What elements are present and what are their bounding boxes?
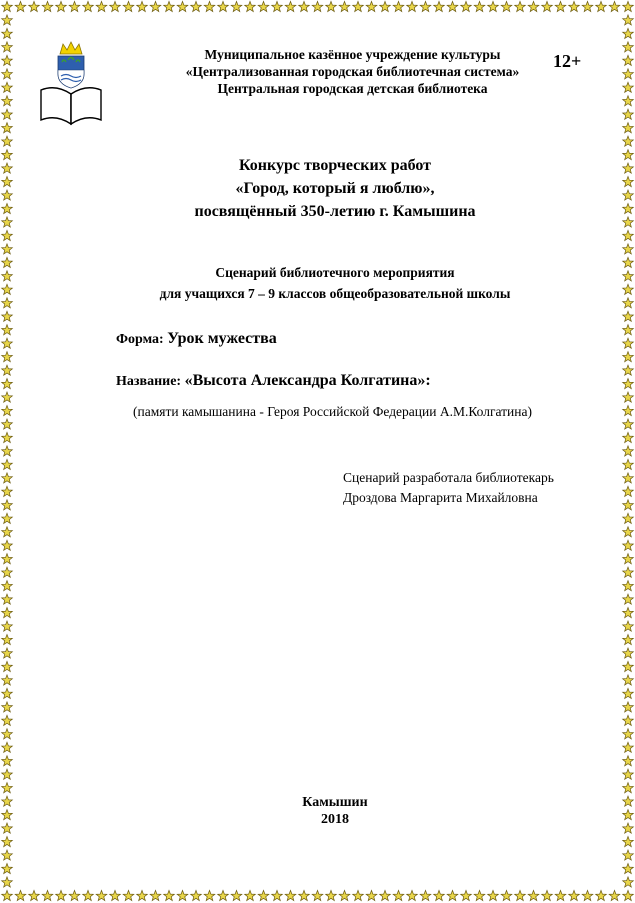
border-star xyxy=(285,1,296,11)
border-star xyxy=(42,1,53,11)
border-star xyxy=(596,890,607,900)
border-star xyxy=(2,621,13,631)
border-star xyxy=(339,890,350,900)
border-star xyxy=(353,890,364,900)
border-star xyxy=(96,890,107,900)
border-star xyxy=(272,1,283,11)
border-star xyxy=(623,473,634,483)
border-star xyxy=(272,890,283,900)
border-star xyxy=(2,42,13,52)
border-star xyxy=(623,217,634,227)
border-star xyxy=(2,863,13,873)
border-star xyxy=(569,1,580,11)
border-star xyxy=(110,890,121,900)
border-star xyxy=(623,365,634,375)
border-star xyxy=(299,1,310,11)
border-star xyxy=(623,863,634,873)
border-star xyxy=(609,890,620,900)
form-line xyxy=(116,330,277,348)
border-star xyxy=(2,15,13,25)
border-star xyxy=(407,1,418,11)
border-star xyxy=(2,123,13,133)
border-star xyxy=(231,1,242,11)
border-star xyxy=(2,823,13,833)
border-star xyxy=(623,15,634,25)
border-star xyxy=(474,1,485,11)
border-star xyxy=(623,810,634,820)
border-star xyxy=(2,136,13,146)
border-star xyxy=(623,675,634,685)
border-star xyxy=(393,890,404,900)
border-star xyxy=(623,581,634,591)
border-star xyxy=(623,621,634,631)
border-star xyxy=(258,890,269,900)
border-star xyxy=(623,446,634,456)
border-star xyxy=(366,1,377,11)
border-star xyxy=(474,890,485,900)
border-star xyxy=(2,405,13,415)
border-star xyxy=(2,810,13,820)
border-star xyxy=(623,729,634,739)
border-star xyxy=(2,163,13,173)
border-star xyxy=(204,890,215,900)
border-star xyxy=(555,890,566,900)
border-star xyxy=(2,473,13,483)
border-star xyxy=(2,379,13,389)
border-star xyxy=(2,634,13,644)
border-star xyxy=(501,1,512,11)
border-star xyxy=(2,486,13,496)
scenario-line-2: для учащихся 7 – 9 классов общеобразовательной школы xyxy=(159,286,511,301)
border-star xyxy=(2,82,13,92)
border-star xyxy=(393,1,404,11)
border-star xyxy=(326,890,337,900)
border-star xyxy=(123,1,134,11)
border-star xyxy=(245,1,256,11)
border-star xyxy=(569,890,580,900)
border-star xyxy=(177,1,188,11)
border-star xyxy=(623,661,634,671)
border-star xyxy=(623,715,634,725)
border-star xyxy=(623,379,634,389)
border-star xyxy=(2,527,13,537)
border-star xyxy=(515,1,526,11)
border-star xyxy=(461,890,472,900)
border-star xyxy=(407,890,418,900)
border-star xyxy=(623,392,634,402)
border-star xyxy=(83,890,94,900)
border-star xyxy=(623,69,634,79)
border-star xyxy=(2,837,13,847)
border-star xyxy=(623,28,634,38)
scenario-subtitle xyxy=(80,262,590,304)
border-star xyxy=(204,1,215,11)
border-star xyxy=(2,284,13,294)
scenario-line-1: Сценарий библиотечного мероприятия xyxy=(215,265,455,280)
border-star xyxy=(56,1,67,11)
border-star xyxy=(528,1,539,11)
contest-line-1: Конкурс творческих работ xyxy=(238,157,432,174)
border-star xyxy=(285,890,296,900)
border-star xyxy=(191,1,202,11)
institution-line-2: «Централизованная городская библиотечная система» xyxy=(185,64,520,79)
border-star xyxy=(623,150,634,160)
border-star xyxy=(15,1,26,11)
border-star xyxy=(623,837,634,847)
border-star xyxy=(2,257,13,267)
border-star xyxy=(123,890,134,900)
border-star xyxy=(2,230,13,240)
border-star xyxy=(461,1,472,11)
institution-line-3: Центральная городская детская библиотека xyxy=(217,81,488,96)
border-star xyxy=(623,567,634,577)
border-star xyxy=(2,702,13,712)
border-star xyxy=(137,890,148,900)
border-star xyxy=(2,244,13,254)
border-star xyxy=(96,1,107,11)
border-star xyxy=(447,890,458,900)
border-star xyxy=(596,1,607,11)
border-star xyxy=(258,1,269,11)
border-star xyxy=(623,554,634,564)
border-star xyxy=(2,432,13,442)
name-label: Название: xyxy=(116,374,182,389)
form-label: Форма: xyxy=(116,332,164,347)
border-star xyxy=(623,796,634,806)
border-star xyxy=(434,890,445,900)
border-star xyxy=(623,769,634,779)
border-star xyxy=(623,325,634,335)
border-star xyxy=(623,96,634,106)
border-star xyxy=(2,28,13,38)
form-value: Урок мужества xyxy=(167,330,277,347)
border-star xyxy=(2,419,13,429)
border-star xyxy=(2,352,13,362)
contest-title xyxy=(80,154,590,223)
border-star xyxy=(623,109,634,119)
border-star xyxy=(2,325,13,335)
border-star xyxy=(623,257,634,267)
border-star xyxy=(83,1,94,11)
border-star xyxy=(582,1,593,11)
border-star xyxy=(623,136,634,146)
footer-city: Камышин xyxy=(302,795,368,810)
border-star xyxy=(488,1,499,11)
border-star xyxy=(2,96,13,106)
border-star xyxy=(2,608,13,618)
border-star xyxy=(623,513,634,523)
age-rating-badge: 12+ xyxy=(553,51,582,71)
border-star xyxy=(2,715,13,725)
border-star xyxy=(623,594,634,604)
border-star xyxy=(326,1,337,11)
border-star xyxy=(164,1,175,11)
border-star xyxy=(2,150,13,160)
contest-line-3: посвящённый 350-летию г. Камышина xyxy=(194,203,476,220)
border-star xyxy=(434,1,445,11)
border-star xyxy=(177,890,188,900)
border-star xyxy=(623,55,634,65)
border-star xyxy=(2,769,13,779)
border-star xyxy=(2,55,13,65)
memory-note: (памяти камышанина - Героя Российской Федерации А.М.Колгатина) xyxy=(132,404,532,419)
border-star xyxy=(2,567,13,577)
footer xyxy=(230,794,440,828)
border-star xyxy=(2,594,13,604)
border-star xyxy=(2,392,13,402)
border-star xyxy=(582,890,593,900)
border-star xyxy=(515,890,526,900)
border-star xyxy=(366,890,377,900)
border-star xyxy=(623,756,634,766)
border-star xyxy=(2,890,13,900)
border-star xyxy=(623,42,634,52)
author-line-1: Сценарий разработала библиотекарь xyxy=(343,470,554,485)
border-star xyxy=(555,1,566,11)
border-star xyxy=(2,217,13,227)
border-star xyxy=(623,877,634,887)
border-star xyxy=(623,405,634,415)
border-star xyxy=(2,109,13,119)
border-star xyxy=(2,581,13,591)
border-star xyxy=(2,742,13,752)
author-block xyxy=(343,468,554,508)
border-star xyxy=(2,271,13,281)
border-star xyxy=(623,190,634,200)
border-star xyxy=(353,1,364,11)
border-star xyxy=(150,890,161,900)
border-star xyxy=(2,675,13,685)
border-star xyxy=(2,877,13,887)
border-star xyxy=(218,890,229,900)
border-star xyxy=(623,783,634,793)
border-star xyxy=(312,890,323,900)
border-star xyxy=(542,1,553,11)
border-star xyxy=(2,500,13,510)
border-star xyxy=(623,230,634,240)
border-star xyxy=(623,486,634,496)
border-star xyxy=(191,890,202,900)
border-star xyxy=(218,1,229,11)
border-star xyxy=(2,311,13,321)
footer-year: 2018 xyxy=(321,812,349,827)
border-star xyxy=(623,540,634,550)
border-star xyxy=(2,756,13,766)
border-star xyxy=(42,890,53,900)
border-star xyxy=(528,890,539,900)
border-star xyxy=(623,163,634,173)
border-star xyxy=(2,69,13,79)
border-star xyxy=(623,244,634,254)
border-star xyxy=(2,203,13,213)
border-star xyxy=(137,1,148,11)
contest-line-2: «Город, который я люблю», xyxy=(235,180,435,197)
name-value: «Высота Александра Колгатина»: xyxy=(184,372,431,389)
institution-line-1: Муниципальное казённое учреждение культуры xyxy=(204,47,501,62)
border-star xyxy=(447,1,458,11)
border-star xyxy=(623,338,634,348)
border-star xyxy=(623,1,634,11)
border-star xyxy=(623,648,634,658)
border-star xyxy=(420,890,431,900)
border-star xyxy=(164,890,175,900)
border-star xyxy=(2,298,13,308)
border-star xyxy=(231,890,242,900)
border-star xyxy=(623,688,634,698)
border-star xyxy=(542,890,553,900)
border-star xyxy=(2,459,13,469)
author-line-2: Дроздова Маргарита Михайловна xyxy=(343,490,538,505)
border-star xyxy=(2,177,13,187)
border-star xyxy=(69,1,80,11)
border-star xyxy=(420,1,431,11)
border-star xyxy=(623,203,634,213)
border-star xyxy=(110,1,121,11)
border-star xyxy=(2,850,13,860)
border-star xyxy=(299,890,310,900)
border-star xyxy=(2,1,13,11)
border-star xyxy=(623,527,634,537)
border-star xyxy=(623,271,634,281)
border-star xyxy=(623,742,634,752)
border-star xyxy=(623,500,634,510)
border-star xyxy=(245,890,256,900)
border-star xyxy=(2,648,13,658)
border-star xyxy=(29,890,40,900)
border-star xyxy=(623,311,634,321)
border-star xyxy=(623,608,634,618)
border-star xyxy=(623,634,634,644)
border-star xyxy=(623,177,634,187)
border-star xyxy=(609,1,620,11)
border-star xyxy=(623,850,634,860)
border-star xyxy=(2,190,13,200)
border-star xyxy=(623,284,634,294)
border-star xyxy=(2,540,13,550)
border-star xyxy=(380,1,391,11)
border-star xyxy=(2,729,13,739)
border-star xyxy=(312,1,323,11)
border-star xyxy=(623,432,634,442)
border-star xyxy=(29,1,40,11)
border-star xyxy=(150,1,161,11)
border-star xyxy=(2,513,13,523)
border-star xyxy=(2,783,13,793)
name-line xyxy=(116,372,431,390)
border-star xyxy=(623,82,634,92)
library-logo-book-icon xyxy=(38,40,104,128)
border-star xyxy=(623,459,634,469)
institution-header xyxy=(150,46,555,97)
border-star xyxy=(488,890,499,900)
border-star xyxy=(56,890,67,900)
border-star xyxy=(623,298,634,308)
border-star xyxy=(2,796,13,806)
border-star xyxy=(2,554,13,564)
border-star xyxy=(69,890,80,900)
border-star xyxy=(15,890,26,900)
border-star xyxy=(380,890,391,900)
border-star xyxy=(623,890,634,900)
border-star xyxy=(623,123,634,133)
border-star xyxy=(339,1,350,11)
border-star xyxy=(623,352,634,362)
border-star xyxy=(2,338,13,348)
border-star xyxy=(623,823,634,833)
border-star xyxy=(501,890,512,900)
border-star xyxy=(623,702,634,712)
border-star xyxy=(2,688,13,698)
border-star xyxy=(2,661,13,671)
border-star xyxy=(2,365,13,375)
border-star xyxy=(2,446,13,456)
border-star xyxy=(623,419,634,429)
